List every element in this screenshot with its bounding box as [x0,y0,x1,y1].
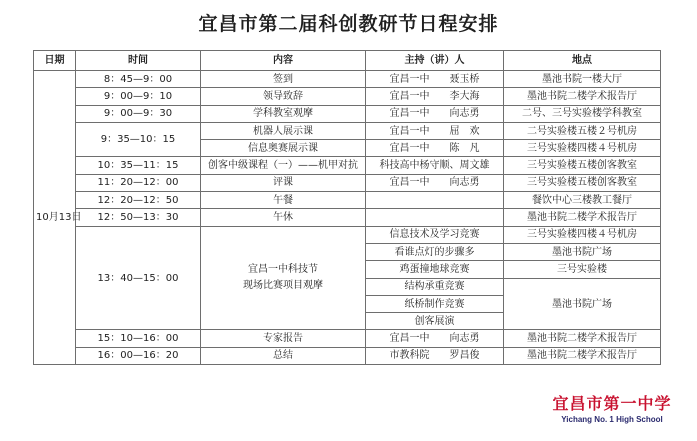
content-cell: 学科教室观摩 [201,105,366,122]
content-cell: 专家报告 [201,330,366,347]
schedule-table [33,50,661,365]
time-cell: 15：10—16：00 [76,330,201,347]
host-cell: 市教科院 罗昌俊 [366,347,504,364]
content-cell: 签到 [201,71,366,88]
location-cell: 墨池书院一楼大厅 [504,71,661,88]
header-time: 时间 [76,51,201,71]
watermark-chinese: 宜昌市第一中学 [552,394,672,413]
time-cell: 16：00—16：20 [76,347,201,364]
table-row [34,330,661,347]
content-cell: 信息奥赛展示课 [201,140,366,157]
location-cell: 三号实验楼 [504,261,661,278]
page-title: 宜昌市第二届科创教研节日程安排 [198,13,499,35]
content-cell: 午餐 [201,192,366,209]
table-row [34,174,661,191]
host-cell: 宜昌一中 李大海 [366,88,504,105]
header-location: 地点 [504,51,661,71]
host-cell [366,209,504,226]
header-row [34,51,661,71]
location-cell: 三号实验楼五楼创客教室 [504,157,661,174]
host-cell: 纸桥制作竞赛 [366,295,504,312]
host-cell [366,192,504,209]
table-row [34,347,661,364]
school-watermark [537,391,687,424]
host-cell: 宜昌一中 向志勇 [366,105,504,122]
location-cell: 墨池书院二楼学术报告厅 [504,88,661,105]
location-cell: 二号实验楼五楼２号机房 [504,122,661,139]
time-cell: 12：20—12：50 [76,192,201,209]
location-cell: 墨池书院二楼学术报告厅 [504,347,661,364]
location-cell: 墨池书院二楼学术报告厅 [504,209,661,226]
content-cell: 评课 [201,174,366,191]
location-cell: 墨池书院二楼学术报告厅 [504,330,661,347]
host-cell: 科技高中杨守顺、周文雄 [366,157,504,174]
host-cell: 信息技术及学习竞赛 [366,226,504,243]
host-cell: 宜昌一中 陈 凡 [366,140,504,157]
host-cell: 创客展演 [366,313,504,330]
table-row [34,192,661,209]
table-row [34,105,661,122]
time-cell: 10：35—11：15 [76,157,201,174]
header-date: 日期 [34,51,76,71]
time-cell: 9：35—10：15 [76,122,201,157]
table-row [34,88,661,105]
content-cell: 创客中级课程（一）——机甲对抗 [201,157,366,174]
time-cell: 12：50—13：30 [76,209,201,226]
host-cell: 鸡蛋撞地球竞赛 [366,261,504,278]
header-host: 主持（讲）人 [366,51,504,71]
location-cell: 餐饮中心三楼教工餐厅 [504,192,661,209]
time-cell: 11：20—12：00 [76,174,201,191]
location-cell: 二号、三号实验楼学科教室 [504,105,661,122]
host-cell: 宜昌一中 向志勇 [366,174,504,191]
time-cell: 9：00—9：30 [76,105,201,122]
table-row [34,157,661,174]
location-cell: 三号实验楼五楼创客教室 [504,174,661,191]
time-cell: 9：00—9：10 [76,88,201,105]
table-row [34,209,661,226]
watermark-english: Yichang No. 1 High School [561,415,663,424]
header-content: 内容 [201,51,366,71]
content-line: 现场比赛项目观摩 [243,280,323,292]
date-cell: 10月13日 [34,71,76,365]
content-line: 宜昌一中科技节 [248,264,318,276]
content-cell: 机器人展示课 [201,122,366,139]
time-cell: 13：40—15：00 [76,226,201,330]
content-cell [201,226,366,330]
host-cell: 宜昌一中 屈 欢 [366,122,504,139]
location-cell: 墨池书院广场 [504,278,661,330]
location-cell: 三号实验楼四楼４号机房 [504,226,661,243]
table-row [34,71,661,88]
table-row [34,226,661,243]
host-cell: 结构承重竞赛 [366,278,504,295]
host-cell: 看谁点灯的步骤多 [366,243,504,260]
table-row [34,122,661,139]
host-cell: 宜昌一中 聂玉桥 [366,71,504,88]
location-cell: 三号实验楼四楼４号机房 [504,140,661,157]
location-cell: 墨池书院广场 [504,243,661,260]
content-cell: 午休 [201,209,366,226]
time-cell: 8：45—9：00 [76,71,201,88]
host-cell: 宜昌一中 向志勇 [366,330,504,347]
content-cell: 领导致辞 [201,88,366,105]
content-cell: 总结 [201,347,366,364]
